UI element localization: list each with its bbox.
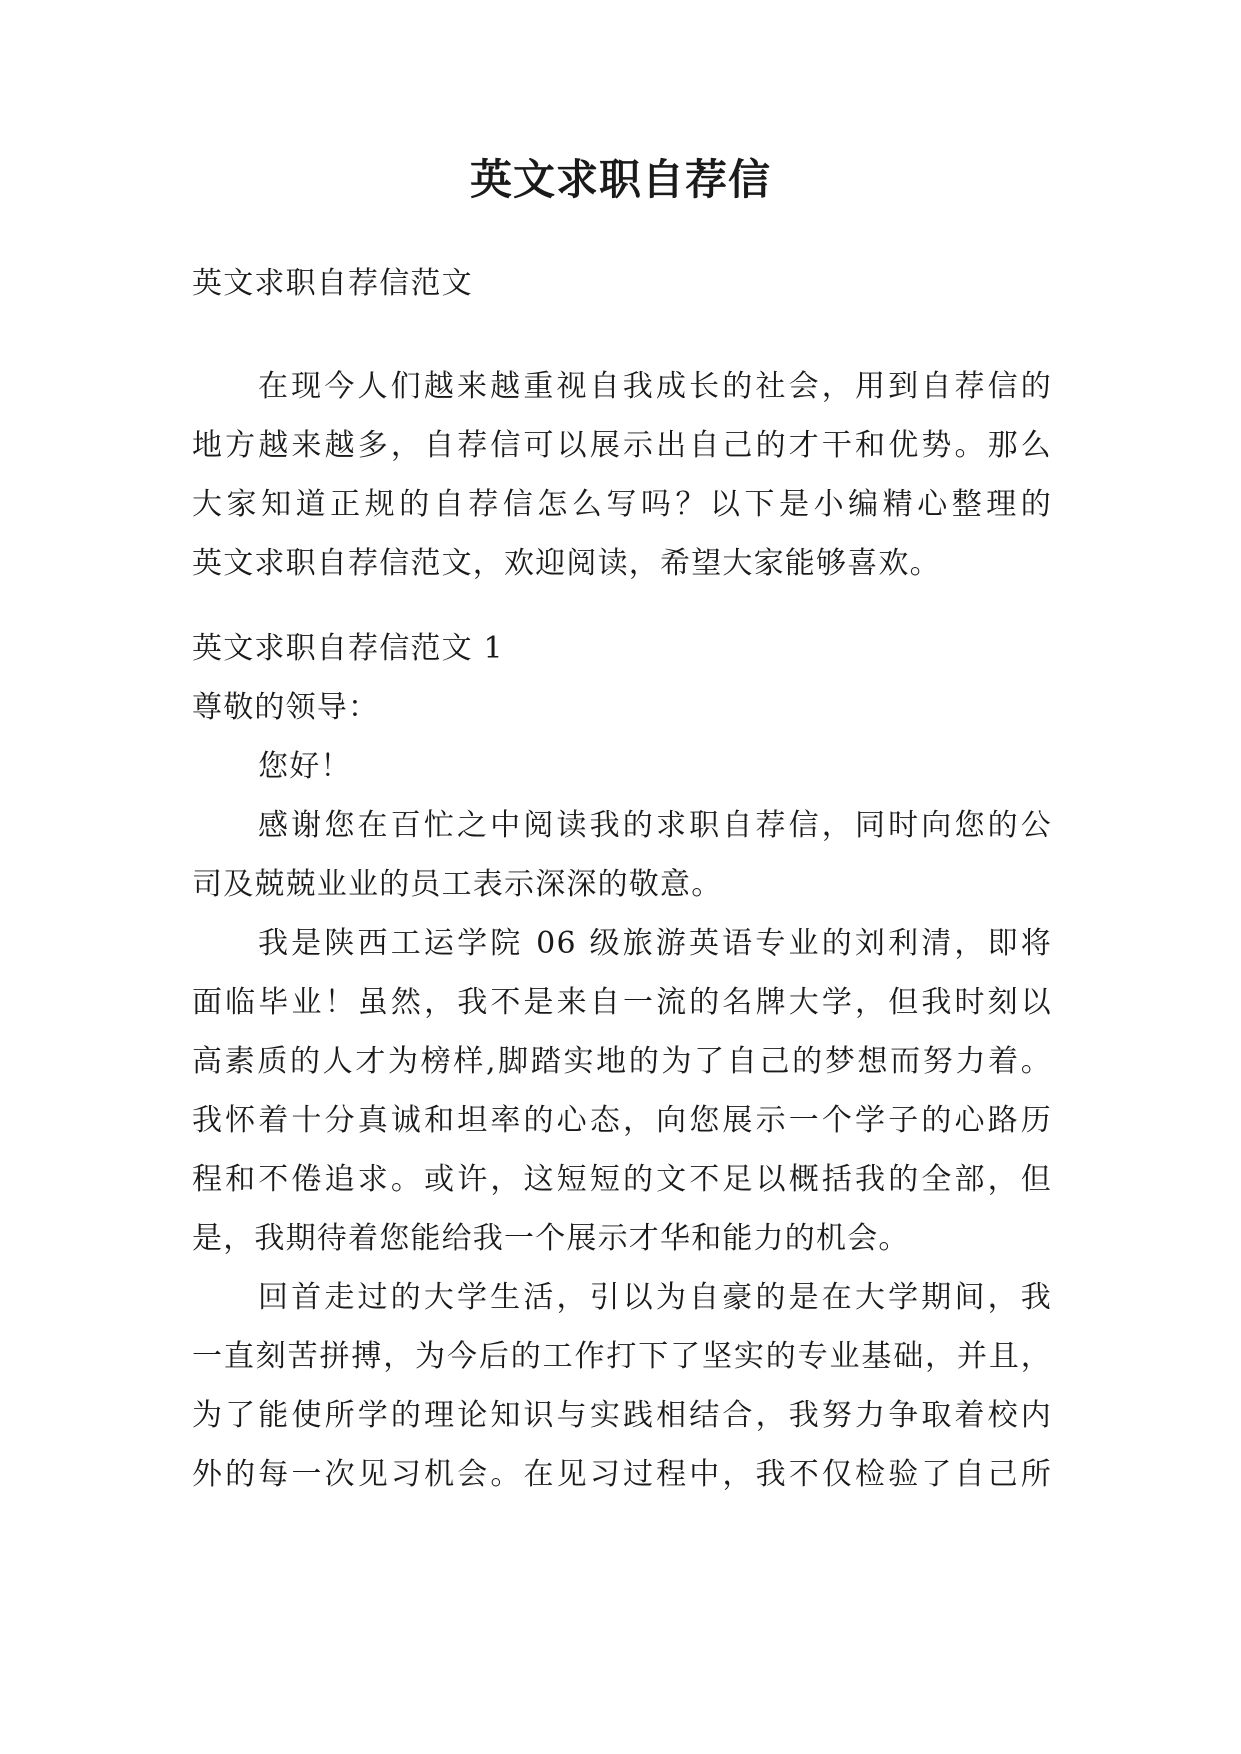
paragraph3-line: 为了能使所学的理论知识与实践相结合，我努力争取着校内	[192, 1398, 1052, 1433]
document-title: 英文求职自荐信	[469, 155, 771, 204]
paragraph2-line: 面临毕业！虽然，我不是来自一流的名牌大学，但我时刻以	[192, 985, 1052, 1020]
paragraph2-line: 程和不倦追求。或许，这短短的文不足以概括我的全部，但	[192, 1162, 1052, 1197]
greeting: 您好！	[258, 749, 352, 784]
intro-line: 大家知道正规的自荐信怎么写吗？以下是小编精心整理的	[192, 487, 1052, 522]
intro-paragraph	[192, 357, 1052, 593]
paragraph3-line: 回首走过的大学生活，引以为自豪的是在大学期间，我	[258, 1280, 1052, 1315]
paragraph1-line: 感谢您在百忙之中阅读我的求职自荐信，同时向您的公	[258, 808, 1052, 843]
paragraph3-line: 外的每一次见习机会。在见习过程中，我不仅检验了自己所	[192, 1457, 1052, 1492]
intro-line: 地方越来越多，自荐信可以展示出自己的才干和优势。那么	[192, 428, 1052, 463]
paragraph2-line: 我是陕西工运学院 06 级旅游英语专业的刘利清，即将	[258, 926, 1052, 961]
paragraph2-line: 是，我期待着您能给我一个展示才华和能力的机会。	[192, 1221, 910, 1256]
salutation: 尊敬的领导：	[192, 690, 380, 725]
document-subtitle-block	[192, 254, 1052, 313]
intro-line: 英文求职自荐信范文，欢迎阅读，希望大家能够喜欢。	[192, 546, 941, 581]
intro-line: 在现今人们越来越重视自我成长的社会，用到自荐信的	[258, 369, 1052, 404]
paragraph1-line: 司及兢兢业业的员工表示深深的敬意。	[192, 867, 723, 902]
letter-body	[192, 619, 1052, 1504]
document-subtitle: 英文求职自荐信范文	[192, 266, 473, 301]
paragraph3-line: 一直刻苦拼搏，为今后的工作打下了坚实的专业基础，并且，	[192, 1339, 1052, 1374]
section-heading: 英文求职自荐信范文 1	[192, 631, 504, 666]
paragraph2-line: 我怀着十分真诚和坦率的心态，向您展示一个学子的心路历	[192, 1103, 1052, 1138]
paragraph2-line: 高素质的人才为榜样,脚踏实地的为了自己的梦想而努力着。	[192, 1044, 1052, 1079]
